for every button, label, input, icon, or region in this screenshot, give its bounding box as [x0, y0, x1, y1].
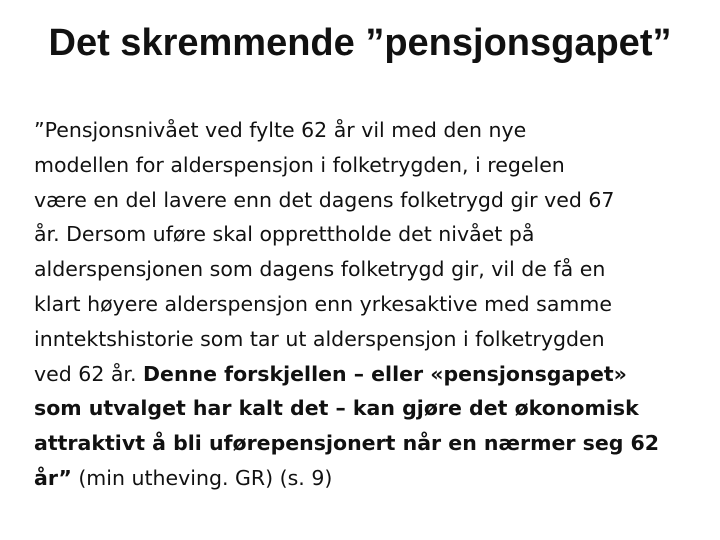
quote-line-8-plain: ved 62 år.	[34, 361, 144, 386]
quote-line-10: attraktivt å bli uførepensjonert når en nærmer seg 62	[34, 431, 660, 456]
quote-line-9: som utvalget har kalt det – kan gjøre det økonomisk	[34, 396, 639, 421]
quote-line-1: ”Pensjonsnivået ved fylte 62 år vil med den nye	[34, 118, 527, 142]
quote-line-8-emphasis: Denne forskjellen – eller «pensjonsgapet»	[143, 361, 627, 386]
quote-line-11-plain: (min utheving. GR) (s. 9)	[71, 465, 333, 490]
quote-line-2: modellen for alderspensjon i folketrygden, i regelen	[34, 152, 565, 177]
quote-line-11-emphasis: år”	[34, 465, 72, 490]
quote-line-8	[34, 357, 694, 392]
quote-line-5: alderspensjonen som dagens folketrygd gir, vil de få en	[34, 257, 606, 282]
quote-line-11	[34, 461, 694, 496]
quote-paragraph	[34, 113, 694, 496]
quote-line-4: år. Dersom uføre skal opprettholde det nivået på	[34, 222, 535, 247]
quote-line-7: inntektshistorie som tar ut alderspensjon i folketrygden	[34, 326, 605, 351]
slide-title: Det skremmende ”pensjonsgapet”	[48, 22, 672, 64]
quote-line-3: være en del lavere enn det dagens folketrygd gir ved 67	[34, 187, 615, 212]
quote-line-6: klart høyere alderspensjon enn yrkesaktive med samme	[34, 291, 612, 316]
